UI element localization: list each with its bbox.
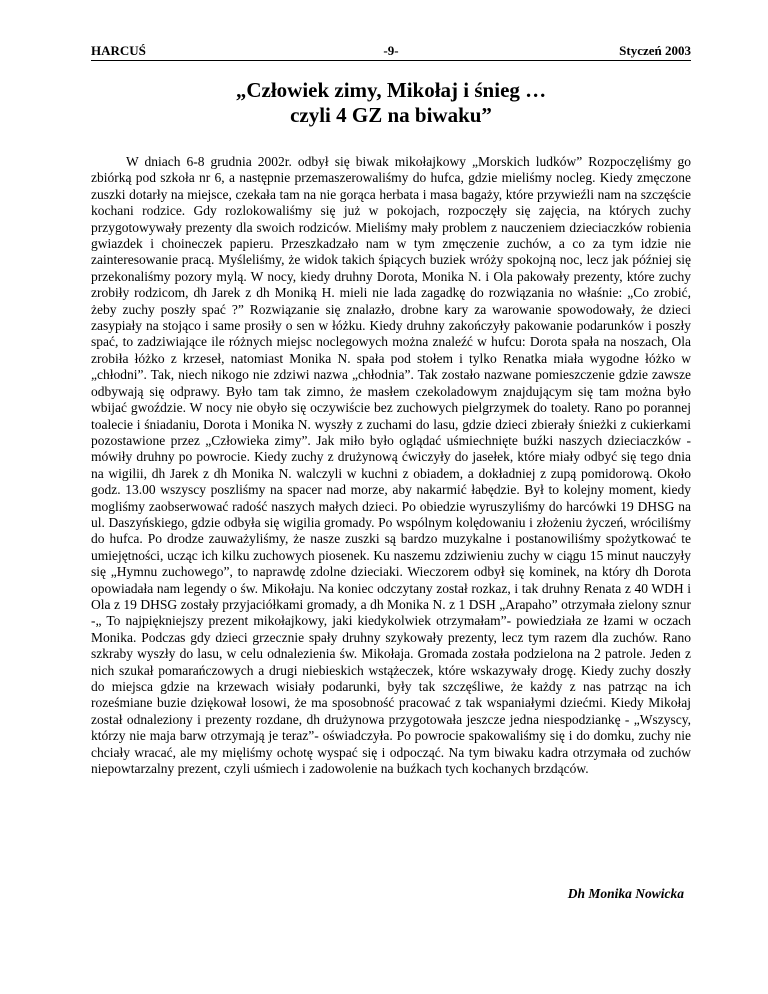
article-body xyxy=(91,154,691,777)
article-paragraph: W dniach 6-8 grudnia 2002r. odbył się biwak mikołajkowy „Morskich ludków” Rozpoczęliśmy go zbiórką pod szkoła nr 6, a następnie przemaszerowaliśmy do hufca, gdzie mieliśmy nocleg. Kiedy zmęczone zuszki dotarły na miejsce, czekała tam na nie gorąca herbata i masa bagaży, które przywieźli nam na szczęście kochani rodzice. Gdy rozlokowaliśmy się już w pokojach, rozpoczęły się zajęcia, na których zuchy przygotowywały prezenty dla swoich rodziców. Mieliśmy mały problem z nauczeniem dzieciaczków robienia gwiazdek i choineczek papieru. Przeszkadzało nam w tym zmęczenie zuchów, a co za tym idzie nie zainteresowanie pracą. Myśleliśmy, że widok takich śpiących buziek wróży spokojną noc, lecz jak później się przekonaliśmy pozory mylą. W nocy, kiedy druhny Dorota, Monika N. i Ola pakowały prezenty, które zuchy zrobiły rodzicom, dh Jarek z dh Moniką H. mieli nie lada zagadkę do rozwiązania no właśnie: „Co zrobić, żeby zuchy poszły spać ?” Rozwiązanie się znalazło, drobne kary za warowanie spowodowały, że dzieci zasypiały na stojąco i same prosiły o sen w łóżku. Kiedy druhny zakończyły pakowanie podarunków i poszły spać, to zadziwiające ile różnych miejsc noclegowych można znaleźć w hufcu: Dorota spała na noszach, Ola zrobiła łóżko z krzeseł, natomiast Monika N. spała pod stołem i tylko Renatka miała wygodne łóżko w „chłodni”. Tak, niech nikogo nie zdziwi nazwa „chłodnia”. Tak zostało nazwane pomieszczenie gdzie zawsze odbywają się odprawy. Było tam tak zimno, że masłem czekoladowym znajdującym się tam można było wbijać gwoździe. W nocy nie obyło się oczywiście bez zuchowych pielgrzymek do toalety. Rano po porannej toalecie i śniadaniu, Dorota i Monika N. wyszły z zuchami do lasu, gdzie dzieci zbierały śnieżki z cukierkami pozostawione przez „Człowieka zimy”. Jak miło było oglądać uśmiechnięte buźki naszych dzieciaczków - mówiły druhny po powrocie. Kiedy zuchy z drużynową ćwiczyły do jasełek, które miały odbyć się tego dnia na wigilii, dh Jarek z dh Monika N. walczyli w kuchni z obiadem, a dokładniej z zupą pomidorową. Około godz. 13.00 wszyscy poszliśmy na spacer nad morze, aby nakarmić łabędzie. Był to kolejny moment, kiedy mogliśmy zaobserwować radość naszych małych dzieci. Po obiedzie wyruszyliśmy do harcówki 19 DHSG na ul. Daszyńskiego, gdzie odbyła się wigilia gromady. Po wspólnym kolędowaniu i złożeniu życzeń, wróciliśmy do hufca. Po drodze zauważyliśmy, że nasze zuszki są bardzo muzykalne i postanowiliśmy spożytkować te umiejętności, ucząc ich kilku zuchowych piosenek. Ku naszemu zdziwieniu zuchy w ciągu 15 minut nauczyły się „Hymnu zuchowego”, to naprawdę zdolne dzieciaki. Wieczorem odbył się kominek, na który dh Dorota opowiadała nam legendy o św. Mikołaju. Na koniec odczytany został rozkaz, i tak druhny Renata z 40 WDH i Ola z 19 DHSG zostały przyjaciółkami gromady, a dh Monika N. z 1 DSH „Arapaho” otrzymała zielony sznur -„ To najpiękniejszy prezent mikołajkowy, jaki kiedykolwiek otrzymałam”- powiedziała ze łzami w oczach Monika. Podczas gdy dzieci grzecznie spały druhny szykowały prezenty, lecz tym razem dla zuchów. Rano szkraby wyszły do lasu, w celu odnalezienia św. Mikołaja. Gromada została podzielona na 2 patrole. Jeden z nich szukał pomarańczowych a drugi niebieskich wstążeczek, które wskazywały drogę. Kiedy zuchy doszły do miejsca gdzie na krzewach wisiały podarunki, były tak szczęśliwe, że każdy z nas patrząc na ich roześmiane buzie dziękował losowi, że ma sposobność pracować z tak wspaniałymi dziećmi. Kiedy Mikołaj został odnaleziony i prezenty rozdane, dh drużynowa przygotowała jeszcze jedna niespodziankę - „Wszyscy, którzy nie maja barw otrzymają je teraz”- oświadczyła. Po powrocie spakowaliśmy się i do domku, zuchy nie chciały wracać, ale my mięliśmy ochotę wyspać się i odpocząć. Na tym biwaku kadra otrzymała od zuchów niepowtarzalny prezent, czyli uśmiech i zadowolenie na buźkach tych kochanych brzdąców. xyxy=(91,154,691,777)
author-signature: Dh Monika Nowicka xyxy=(567,886,684,901)
title-line-2: czyli 4 GZ na biwaku” xyxy=(290,103,492,127)
issue-date: Styczeń 2003 xyxy=(619,43,691,58)
article-title xyxy=(91,78,691,128)
page-header xyxy=(91,40,691,61)
publication-name: HARCUŚ xyxy=(91,43,146,58)
title-line-1: „Człowiek zimy, Mikołaj i śnieg … xyxy=(235,78,547,102)
page-number: -9- xyxy=(383,43,399,58)
